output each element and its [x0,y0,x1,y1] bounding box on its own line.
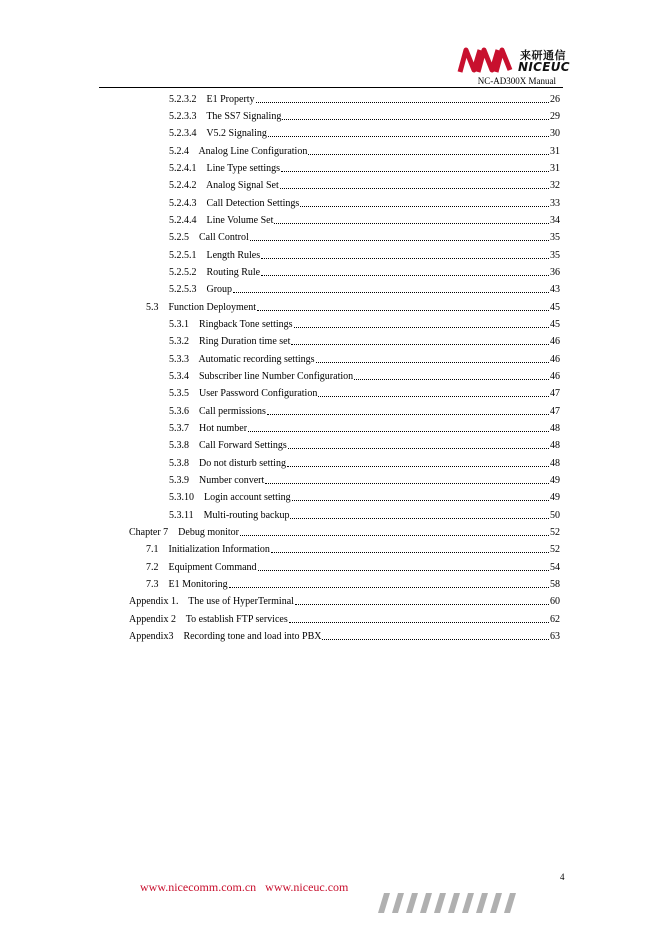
toc-page-number: 46 [550,371,560,382]
toc-label: 5.3.8 Call Forward Settings [169,440,287,451]
toc-entry[interactable] [169,349,560,366]
toc-leader-dots [250,240,549,241]
toc-leader-dots [291,344,549,345]
toc-leader-dots [290,518,549,519]
toc-label: Appendix 1. The use of HyperTerminal [129,596,294,607]
toc-page-number: 36 [550,267,560,278]
toc-entry[interactable] [129,591,560,608]
toc-leader-dots [288,448,549,449]
toc-entry[interactable] [169,106,560,123]
toc-page-number: 60 [550,596,560,607]
toc-leader-dots [295,604,549,605]
toc-page-number: 29 [550,111,560,122]
toc-page-number: 30 [550,128,560,139]
toc-label: 5.3.8 Do not disturb setting [169,458,286,469]
toc-label: 5.3.4 Subscriber line Number Configuration [169,371,354,382]
toc-entry[interactable] [169,210,560,227]
toc-label: 5.2.3.4 V5.2 Signaling [169,128,267,139]
toc-entry[interactable] [146,574,560,591]
toc-entry[interactable] [169,453,560,470]
toc-label: 5.3.5 User Password Configuration [169,388,318,399]
toc-page-number: 48 [550,440,560,451]
toc-label: 5.3.2 Ring Duration time set [169,336,291,347]
toc-page-number: 32 [550,180,560,191]
toc-leader-dots [287,466,549,467]
toc-leader-dots [258,570,549,571]
toc-page-number: 62 [550,614,560,625]
toc-label: 5.2.4 Analog Line Configuration [169,146,308,157]
toc-label: 5.3.7 Hot number [169,423,248,434]
toc-entry[interactable] [169,279,560,296]
toc-leader-dots [267,414,549,415]
toc-entry[interactable] [146,297,560,314]
toc-leader-dots [233,292,549,293]
toc-label: 7.3 E1 Monitoring [146,579,228,590]
toc-leader-dots [280,188,549,189]
toc-leader-dots [268,136,549,137]
toc-entry[interactable] [169,487,560,504]
toc-page-number: 26 [550,94,560,105]
toc-leader-dots [261,258,549,259]
decorative-stripes-icon [372,893,524,913]
logo-english-text: NICEUC [518,60,570,74]
toc-entry[interactable] [169,158,560,175]
toc-page-number: 63 [550,631,560,642]
toc-page-number: 58 [550,579,560,590]
toc-leader-dots [281,171,549,172]
toc-page-number: 49 [550,492,560,503]
toc-page-number: 47 [550,388,560,399]
toc-entry[interactable] [129,626,560,643]
toc-leader-dots [229,587,549,588]
toc-entry[interactable] [169,193,560,210]
toc-label: 5.2.4.1 Line Type settings [169,163,281,174]
toc-entry[interactable] [169,227,560,244]
toc-page-number: 47 [550,406,560,417]
toc-label: Appendix3 Recording tone and load into PBX [129,631,322,642]
toc-leader-dots [271,552,549,553]
toc-page-number: 54 [550,562,560,573]
toc-page-number: 48 [550,458,560,469]
toc-entry[interactable] [169,314,560,331]
toc-page-number: 52 [550,544,560,555]
toc-label: 5.2.3.3 The SS7 Signaling [169,111,282,122]
toc-page-number: 35 [550,250,560,261]
niceuc-logo-icon [456,44,514,76]
toc-entry[interactable] [146,539,560,556]
toc-entry[interactable] [169,262,560,279]
toc-leader-dots [294,327,549,328]
toc-entry[interactable] [169,383,560,400]
toc-page-number: 52 [550,527,560,538]
toc-entry[interactable] [129,609,560,626]
toc-page-number: 46 [550,336,560,347]
toc-label: Chapter 7 Debug monitor [129,527,239,538]
toc-leader-dots [274,223,549,224]
toc-label: 5.2.4.2 Analog Signal Set [169,180,279,191]
toc-label: 5.3.6 Call permissions [169,406,266,417]
toc-leader-dots [261,275,549,276]
toc-entry[interactable] [169,470,560,487]
toc-label: Appendix 2 To establish FTP services [129,614,288,625]
toc-page-number: 45 [550,302,560,313]
toc-entry[interactable] [169,245,560,262]
toc-leader-dots [289,622,549,623]
toc-label: 5.2.5.2 Routing Rule [169,267,261,278]
company-logo [456,44,570,78]
toc-label: 5.2.5 Call Control [169,232,249,243]
toc-label: 5.3.10 Login account setting [169,492,291,503]
toc-leader-dots [265,483,549,484]
toc-entry[interactable] [169,331,560,348]
toc-label: 7.2 Equipment Command [146,562,257,573]
toc-leader-dots [282,119,549,120]
toc-page-number: 48 [550,423,560,434]
toc-label: 5.2.5.3 Group [169,284,233,295]
toc-leader-dots [240,535,549,536]
toc-leader-dots [300,206,549,207]
toc-label: 5.3.3 Automatic recording settings [169,354,315,365]
page-number: 4 [560,872,565,882]
toc-label: 5.2.4.4 Line Volume Set [169,215,274,226]
toc-leader-dots [248,431,549,432]
toc-entry[interactable] [169,418,560,435]
toc-label: 5.2.4.3 Call Detection Settings [169,198,300,209]
document-title: NC-AD300X Manual [477,76,556,86]
toc-page-number: 31 [550,146,560,157]
toc-page-number: 49 [550,475,560,486]
toc-page-number: 34 [550,215,560,226]
toc-entry[interactable] [129,522,560,539]
toc-label: 5.3.1 Ringback Tone settings [169,319,293,330]
toc-entry[interactable] [169,435,560,452]
toc-page-number: 43 [550,284,560,295]
toc-entry[interactable] [146,557,560,574]
toc-page-number: 46 [550,354,560,365]
logo-chinese-text: 来研通信 [520,49,566,62]
toc-label: 5.3 Function Deployment [146,302,256,313]
toc-leader-dots [256,102,549,103]
toc-entry[interactable] [169,401,560,418]
toc-leader-dots [257,310,549,311]
toc-leader-dots [316,362,549,363]
toc-label: 7.1 Initialization Information [146,544,270,555]
toc-leader-dots [308,154,549,155]
header-divider [99,87,563,88]
toc-page-number: 33 [550,198,560,209]
toc-entry[interactable] [169,505,560,522]
toc-label: 5.2.5.1 Length Rules [169,250,261,261]
toc-leader-dots [292,500,549,501]
toc-label: 5.3.11 Multi-routing backup [169,510,290,521]
toc-label: 5.3.9 Number convert [169,475,265,486]
toc-leader-dots [354,379,549,380]
toc-page-number: 45 [550,319,560,330]
footer-website-links[interactable]: www.nicecomm.com.cn www.niceuc.com [140,880,349,894]
toc-entry[interactable] [169,366,560,383]
toc-label: 5.2.3.2 E1 Property [169,94,255,105]
toc-entry[interactable] [169,89,560,106]
toc-page-number: 31 [550,163,560,174]
toc-leader-dots [318,396,549,397]
toc-entry[interactable] [169,175,560,192]
toc-entry[interactable] [169,123,560,140]
toc-entry[interactable] [169,141,560,158]
toc-page-number: 35 [550,232,560,243]
toc-leader-dots [322,639,549,640]
toc-page-number: 50 [550,510,560,521]
